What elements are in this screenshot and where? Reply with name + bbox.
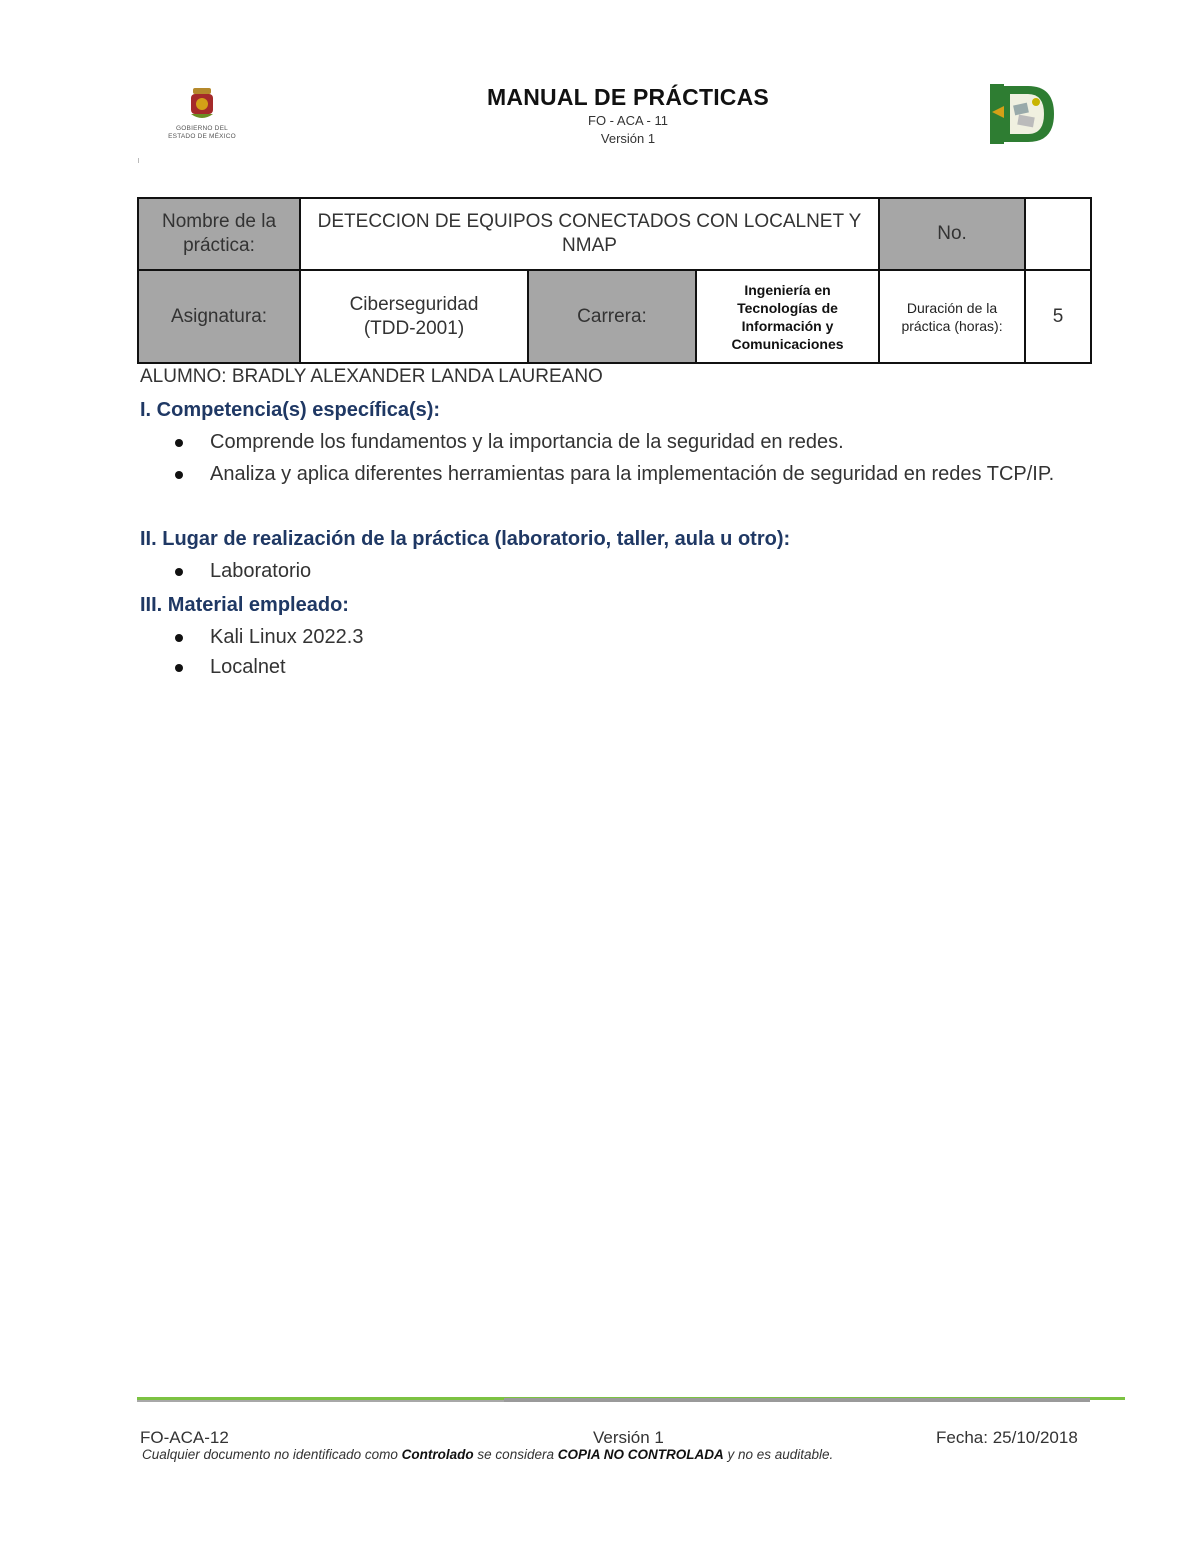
duration-label: Duración de la práctica (horas): [879,270,1025,363]
practice-name-label: Nombre de la práctica: [138,198,300,270]
student-name: ALUMNO: BRADLY ALEXANDER LANDA LAUREANO [140,366,603,387]
list-item: Analiza y aplica diferentes herramientas para la implementación de seguridad en redes TCP/IP. [140,459,1080,489]
subject-label: Asignatura: [138,270,300,363]
section-title-competencias: I. Competencia(s) específica(s): [140,399,441,421]
logo-caption-line1: GOBIERNO DEL [176,125,228,132]
list-item: Kali Linux 2022.3 [140,622,1080,652]
competencias-list [140,427,1080,489]
practice-name-value: DETECCION DE EQUIPOS CONECTADOS CON LOCALNET Y NMAP [300,198,879,270]
document-header [400,84,856,147]
practice-no-value [1025,198,1091,270]
institution-logo-icon [988,82,1058,146]
footer-code: FO-ACA-12 [140,1428,229,1447]
section-title-material: III. Material empleado: [140,594,349,616]
list-item: Localnet [140,652,1080,682]
footer-disclaimer: Cualquier documento no identificado como Controlado se considera COPIA NO CONTROLADA y no es auditable. [142,1447,834,1462]
list-item: Comprende los fundamentos y la importancia de la seguridad en redes. [140,427,1080,457]
practice-info-table [137,197,1092,364]
subject-name: Ciberseguridad [349,293,479,315]
footer-date: Fecha: 25/10/2018 [936,1428,1078,1447]
footer-version: Versión 1 [593,1428,664,1447]
manual-version: Versión 1 [600,131,656,146]
footer-divider-gray-overlay [504,1398,1090,1402]
duration-value: 5 [1025,270,1091,363]
list-item: Laboratorio [140,556,1080,586]
header-mark [138,158,139,163]
seal-icon [187,86,217,120]
bullet-icon [175,439,183,447]
career-label: Carrera: [528,270,696,363]
bullet-icon [175,664,183,672]
lugar-list [140,556,1080,586]
bullet-icon [175,568,183,576]
bullet-icon [175,471,183,479]
subject-value [300,270,528,363]
material-list [140,622,1080,682]
manual-code: FO - ACA - 11 [588,113,668,128]
career-value: Ingeniería en Tecnologías de Información y Comunicaciones [696,270,879,363]
manual-title: MANUAL DE PRÁCTICAS [487,84,769,110]
practice-no-label: No. [879,198,1025,270]
logo-caption-line2: ESTADO DE MÉXICO [168,133,236,140]
section-title-lugar: II. Lugar de realización de la práctica (laboratorio, taller, aula u otro): [140,528,791,550]
bullet-icon [175,634,183,642]
subject-code: (TDD-2001) [363,317,465,339]
gobierno-logo [160,86,244,141]
